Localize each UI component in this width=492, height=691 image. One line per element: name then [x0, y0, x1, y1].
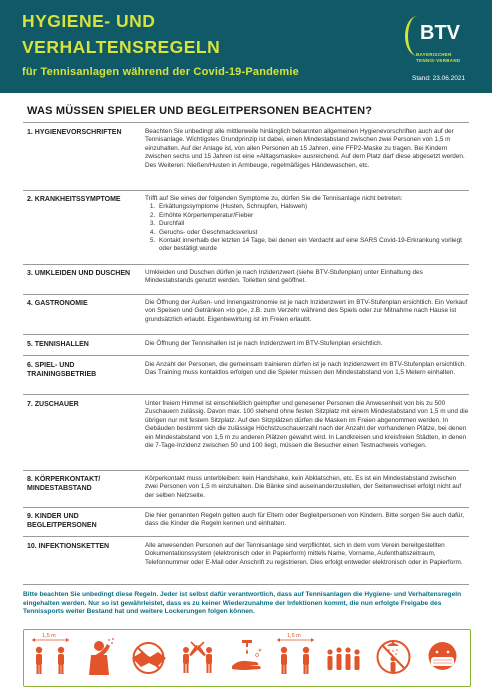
rule-text: Die Öffnung der Außen- und Innengastronomie ist je nach Inzidenzwert im BTV-Stufenplan ersichtlich. Ein Verkauf von Speisen und Getränken »to go«, z.B. zum Verzehr während des Spiels oder zur Mitnahme nach Hause ist grundsätzlich erlaubt. Eigenbewirtung ist im Freien erlaubt. [145, 299, 468, 323]
list-item: 3. Durchfall [157, 220, 469, 228]
divider [23, 264, 469, 265]
subtitle: für Tennisanlagen während der Covid-19-Pandemie [22, 66, 299, 78]
rule-text: Beachten Sie unbedingt alle mittlerweile hinlänglich bekannten allgemeinen Hygienevorschriften auch auf der Tennisanlage. Wichtigstes Grundprinzip ist dabei, einen Mindestabstand zwischen zwei Personen von 1,5 m einzuhalten. Auf der Anlage ist, von allen Personen ab 15 Jahren, eine FFP2-Maske zu tragen. Bei Kindern zwischen sechs und 15 Jahren ist eine »Alltagsmaske« ausreichend. Auf dem Platz darf diese abgesetzt werden. Des Weiteren: Nießen/Husten in Armbeuge, regelmäßiges Händewaschen, etc. [145, 128, 465, 169]
symptoms-list [145, 203, 469, 253]
divider [23, 507, 469, 508]
list-item: 1. Erkältungssymptome (Husten, Schnupfen, Halsweh) [157, 203, 469, 211]
rule-text: Umkleiden und Duschen dürfen je nach Inzidenzwert (siehe BTV-Stufenplan) unter Einhaltung des Mindestabstands genutzt werden. Toiletten sind geöffnet. [145, 269, 423, 285]
distance-label: 1,5 m [287, 633, 301, 639]
distance-label: 1,5 m [42, 633, 56, 639]
rule-text: Alle anwesenden Personen auf der Tennisanlage sind verpflichtet, sich in dem vom Verein bereitgestellten Dokumentationssystem (elektronisch oder in Papierform) mittels Name, Vorname, Aufenthaltszeitraum, Telefonnummer oder E-Mail oder Anschrift zu registrieren. Dies erfolgt entweder elektronisch oder in Papierform. [145, 542, 463, 566]
divider [23, 122, 469, 123]
rule-text: Die Anzahl der Personen, die gemeinsam trainieren dürfen ist je nach Inzidenzwert im BTV-Stufenplan ersichtlich. Das Training muss kontaktlos erfolgen und die Spieler müssen den Mindestabstand von 1,5 Metern einhalten. [145, 361, 467, 377]
symptoms-intro: Trifft auf Sie eines der folgenden Symptome zu, dürfen Sie die Tennisanlage nicht betreten: [145, 195, 403, 202]
title-line-1: HYGIENE- UND [22, 11, 156, 31]
rule-text: Die Öffnung der Tennishallen ist je nach Inzidenzwert im BTV-Stufenplan ersichtlich. [145, 340, 383, 347]
rule-label: 3. UMKLEIDEN UND DUSCHEN [27, 270, 131, 277]
sneeze-icon [75, 630, 124, 686]
divider [23, 294, 469, 295]
no-high-five-icon [173, 630, 222, 686]
rule-text: Unter freiem Himmel ist einschließlich geimpfter und genesener Personen die Anwesenheit von bis zu 500 Zuschauern zulässig. Davon max. 100 stehend ohne festen Sitzplatz mit einem Mindestabstand von 1,5 m und die übrigen nur mit festem Sitzplatz. Auf den Sitzplätzen dürfen die Masken im Freien abgenommen werden. In Gebäuden bestimmt sich die zulässige Höchstzuschauerzahl nach der Anzahl der vorhandenen Plätze, bei denen ein Mindestabstand von 1,5 m zu anderen Plätzen gewahrt wird. In Landkreisen und kreisfreien Städten, in denen die 7-Tage-Inzidenz zwischen 50 und 100 liegt, müssen die Besucher einen Testnachweis vorlegen. [145, 400, 469, 450]
pictogram-strip [23, 629, 471, 687]
rule-label: 8. KÖRPERKONTAKT/ MINDESTABSTAND [27, 476, 101, 492]
rule-label: 6. SPIEL- UND TRAININGSBETRIEB [27, 362, 97, 378]
btv-logo [405, 12, 475, 72]
stand-date: Stand: 23.06.2021 [412, 75, 466, 82]
rule-label: 2. KRANKHEITSSYMPTOME [27, 196, 121, 203]
rule-text: Die hier genannten Regeln gelten auch für Eltern oder Begleitpersonen von Kindern. Bitte sorgen Sie auch dafür, dass die Kinder die Regeln kennen und einhalten. [145, 512, 465, 528]
divider [23, 470, 469, 471]
header-banner [0, 0, 492, 93]
rule-label: 4. GASTRONOMIE [27, 300, 88, 307]
notice-text: Bitte beachten Sie unbedingt diese Regeln. Jeder ist selbst dafür verantwortlich, dass auf Tennisanlagen die Hygiene- und Verhaltensregeln eingehalten werden. Nur so ist gewährleistet, dass es zu keiner Wiederzunahme der Infektionen kommt, die nun erfolgte Freigabe des Tennissports weiter Bestand hat und weitere Lockerungen folgen können. [23, 591, 462, 616]
logo-subtitle [416, 52, 460, 63]
title-line-2: VERHALTENSREGELN [22, 37, 221, 57]
divider [23, 536, 469, 537]
section-title: WAS MÜSSEN SPIELER UND BEGLEITPERSONEN BEACHTEN? [27, 105, 373, 117]
logo-sub-line-2: TENNIS-VERBAND [416, 57, 461, 63]
list-item: 5. Kontakt innerhalb der letzten 14 Tage, bei denen ein Verdacht auf eine SARS Covid-19-Erkrankung vorliegt oder bestätigt wurde [157, 237, 469, 254]
crowd-icon [320, 630, 369, 686]
rule-label: 10. INFEKTIONSKETTEN [27, 543, 110, 550]
rule-label: 1. HYGIENEVORSCHRIFTEN [27, 129, 122, 136]
hand-wash-icon [222, 630, 271, 686]
distance-icon [26, 630, 75, 686]
rule-text [145, 195, 469, 254]
list-item: 2. Erhöhte Körpertemperatur/Fieber [157, 212, 469, 220]
rule-label: 5. TENNISHALLEN [27, 341, 89, 348]
rule-label: 9. KINDER UND BEGLEITPERSONEN [27, 513, 97, 529]
distance-icon [271, 630, 320, 686]
divider [23, 190, 469, 191]
mask-icon [418, 630, 467, 686]
list-item: 4. Geruchs- oder Geschmacksverlust [157, 229, 469, 237]
logo-sub-line-1: BAYERISCHER [416, 52, 452, 57]
divider [23, 355, 469, 356]
logo-text: BTV [420, 22, 460, 44]
no-shower-icon [369, 630, 418, 686]
divider [23, 394, 469, 395]
no-handshake-icon [124, 630, 173, 686]
rule-text: Körperkontakt muss unterbleiben: kein Handshake, kein Abklatschen, etc. Es ist ein Mindestabstand zwischen zwei Personen von 1,5 m einzuhalten. Die Bänke sind auseinanderzustellen, der Seitenwechsel erfolgt nicht auf der selben Netzseite. [145, 475, 462, 499]
divider [23, 334, 469, 335]
rule-label: 7. ZUSCHAUER [27, 401, 79, 408]
divider [23, 584, 469, 585]
